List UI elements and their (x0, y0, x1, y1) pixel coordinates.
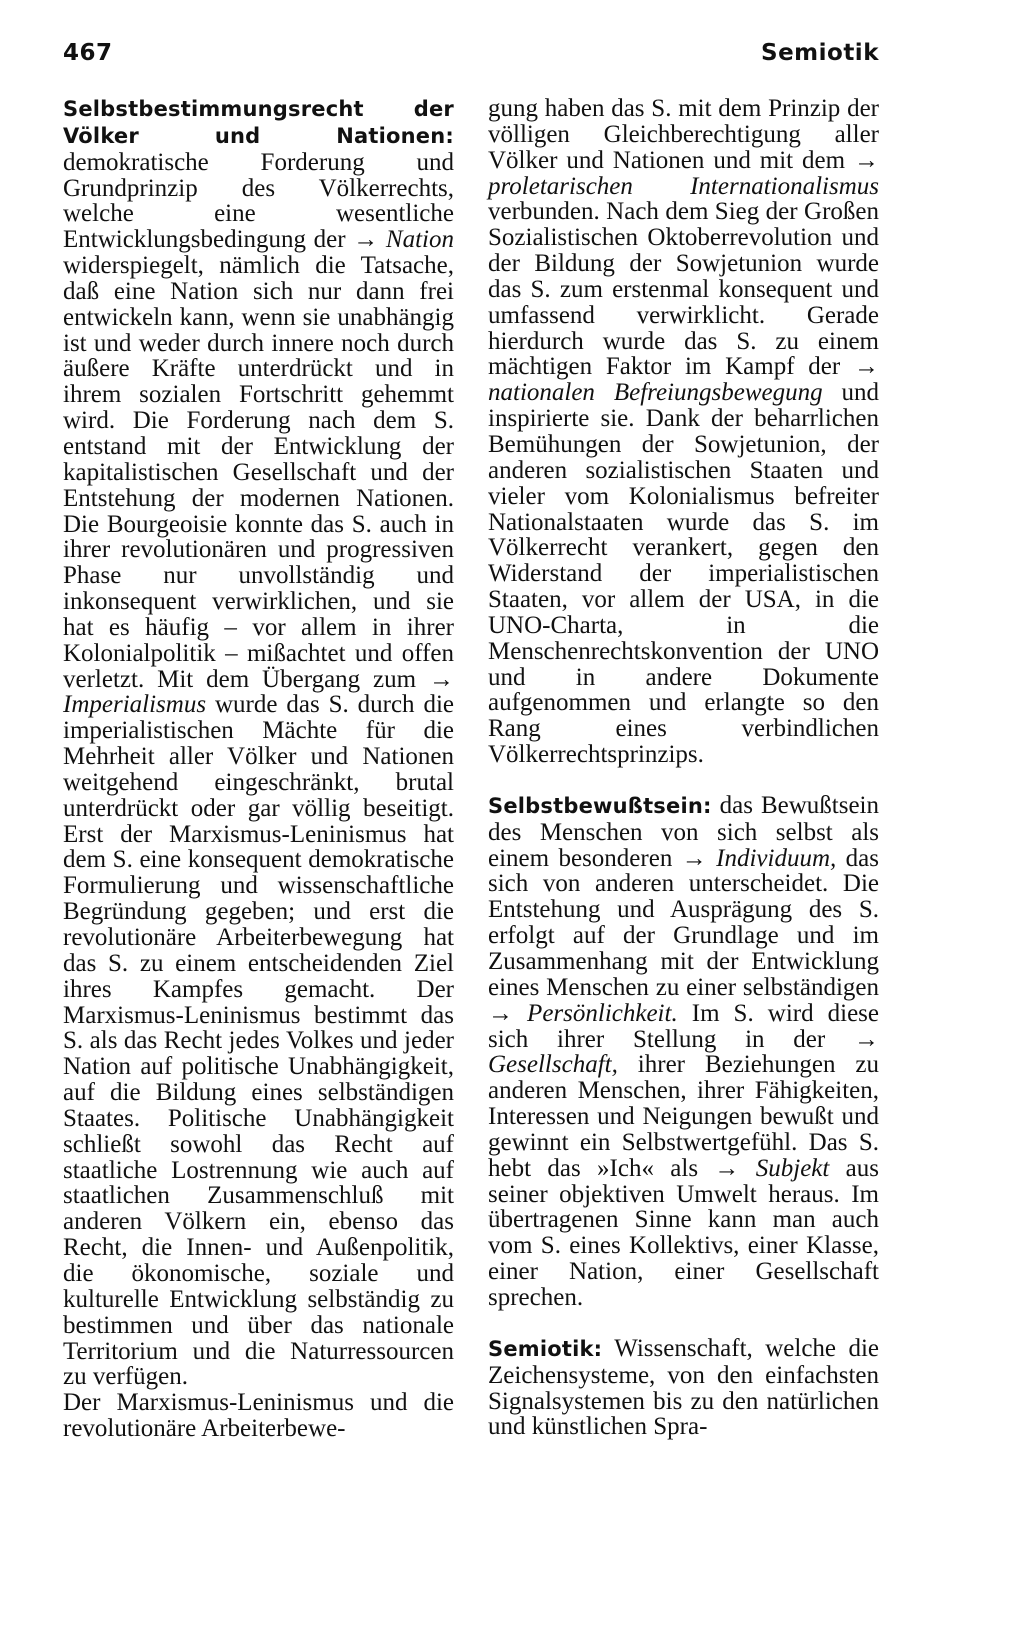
arrow-icon: → (488, 999, 528, 1027)
cross-reference-link[interactable]: Imperialismus (63, 691, 207, 719)
cross-reference-link[interactable]: Subjekt (755, 1154, 830, 1182)
cross-reference-link[interactable]: Persönlichkeit. (527, 999, 678, 1027)
entry-text: und inspirierte sie. Dank der beharrlichen Bemühungen der Sowjetunion, der anderen sozialistischen Staaten und vieler vom Kolonialismus befreiter Nationalstaaten wurde das S. im Völkerrecht verankert, gegen den Widerstand der imperialistischen Staaten, vor allem der USA, in die UNO-Charta, in die Menschenrechtskonvention der UNO und in andere Dokumente aufgenommen und erlangte so den Rang eines verbindlichen Völkerrechtsprinzips. (488, 379, 879, 769)
running-head (63, 40, 879, 80)
entry-text: wurde das S. durch die imperialistischen Mächte für die Mehrheit aller Völker und Nationen weitgehend eingeschränkt, brutal unterdrückt oder gar völlig beseitigt. Erst der Marxismus-Leninismus hat dem S. eine konsequent demokratische Formulierung und wissenschaftliche Begründung gegeben; und erst die revolutionäre Arbeiterbewegung hat das S. zu einem entscheidenden Ziel ihres Kampfes gemacht. Der Marxismus-Leninismus bestimmt das S. als das Recht jedes Volkes und jeder Nation auf politische Unabhängigkeit, auf die Bildung eines selbständigen Staates. Politische Unabhängigkeit schließt sowohl das Recht auf staatliche Lostrennung wie auch auf staatlichen Zusammenschluß mit anderen Völkern ein, ebenso das Recht, die Innen- und Außenpolitik, die ökonomische, soziale und kulturelle Entwicklung selbständig zu bestimmen und über das nationale Territorium und die Naturressourcen zu verfügen. (63, 691, 454, 1391)
header-title: Semiotik (761, 40, 879, 66)
right-column (488, 96, 879, 1440)
cross-reference-link[interactable]: Individuum, (716, 844, 837, 872)
entry-text: verbunden. Nach dem Sieg der Großen Sozialistischen Oktoberrevolution und der Bildung der Sowjetunion wurde das S. zum erstenmal konsequent und umfassend verwirklicht. Gerade hierdurch wurde das S. zu einem mächtigen Faktor im Kampf der (488, 198, 879, 381)
entry-selbstbewusstsein (488, 793, 879, 1311)
cross-reference-link[interactable]: Gesellschaft, (488, 1051, 618, 1079)
left-column (63, 96, 454, 1442)
cross-reference-link[interactable]: proletarischen Internationalismus (488, 172, 879, 200)
cross-reference-link[interactable]: nationalen Befreiungsbewegung (488, 379, 823, 407)
arrow-icon: → (353, 226, 386, 254)
entry-semiotik (488, 1336, 879, 1440)
arrow-icon: → (854, 1025, 879, 1053)
entry-paragraph: Der Marxismus-Leninismus und die revolutionäre Arbeiterbewe- (63, 1389, 454, 1443)
entry-text: aus seiner objektiven Umwelt heraus. Im übertragenen Sinne kann man auch vom S. eines Kollektivs, einer Klasse, einer Nation, einer Gesellschaft sprechen. (488, 1154, 880, 1311)
page-number: 467 (63, 40, 113, 66)
entry-selbstbestimmungsrecht (63, 96, 454, 1442)
arrow-icon: → (429, 665, 454, 693)
entry-text: das Bewußtsein des Menschen von sich selbst als einem besonderen (488, 791, 879, 872)
entry-text: demokratische Forderung und Grundprinzip des Völkerrechts, welche eine wesentliche Entwicklungsbedingung der (63, 148, 454, 254)
entry-term: Selbstbestimmungsrecht der Völker und Nationen: (63, 97, 454, 148)
entry-text: ihrer Beziehungen zu anderen Menschen, ihrer Fähigkeiten, Interessen und Neigungen bewußt und gewinnt ein Selbstwertgefühl. Das S. hebt das »Ich« als (488, 1051, 879, 1182)
entry-text: Im S. wird diese sich ihrer Stellung in der (488, 999, 879, 1053)
entry-continuation (488, 96, 879, 768)
entry-term: Semiotik: (488, 1336, 603, 1361)
cross-reference-link[interactable]: Nation (385, 226, 454, 254)
entry-text: gung haben das S. mit dem Prinzip der völligen Gleichberechtigung aller Völker und Nationen und mit dem (488, 95, 879, 174)
entry-term: Selbstbewußtsein: (488, 793, 712, 818)
entry-text: widerspiegelt, nämlich die Tatsache, daß eine Nation sich nur dann frei entwickeln kann, wenn sie unabhängig ist und weder durch innere noch durch äußere Kräfte unterdrückt und in ihrem sozialen Fortschritt gehemmt wird. Die Forderung nach dem S. entstand mit der Entwicklung der kapitalistischen Gesellschaft und der Entstehung der modernen Nationen. Die Bourgeoisie konnte das S. auch in ihrer revolutionären und progressiven Phase nur unvollständig und inkonsequent verwirklichen, und sie hat es häufig – vor allem in ihrer Kolonialpolitik – mißachtet und offen verletzt. Mit dem Übergang zum (63, 252, 454, 693)
arrow-icon: → (681, 844, 717, 872)
entry-text: das sich von anderen unterscheidet. Die Entstehung und Ausprägung des S. erfolgt auf der Grundlage und im Zusammenhang mit der Entwicklung eines Menschen zu einer selbständigen (488, 844, 879, 1001)
arrow-icon: → (854, 353, 879, 381)
arrow-icon: → (854, 146, 879, 174)
arrow-icon: → (714, 1154, 756, 1182)
entry-text: Wissenschaft, welche die Zeichensysteme, von den einfachsten Signalsystemen bis zu den natürlichen und künstlichen Spra- (488, 1334, 879, 1441)
